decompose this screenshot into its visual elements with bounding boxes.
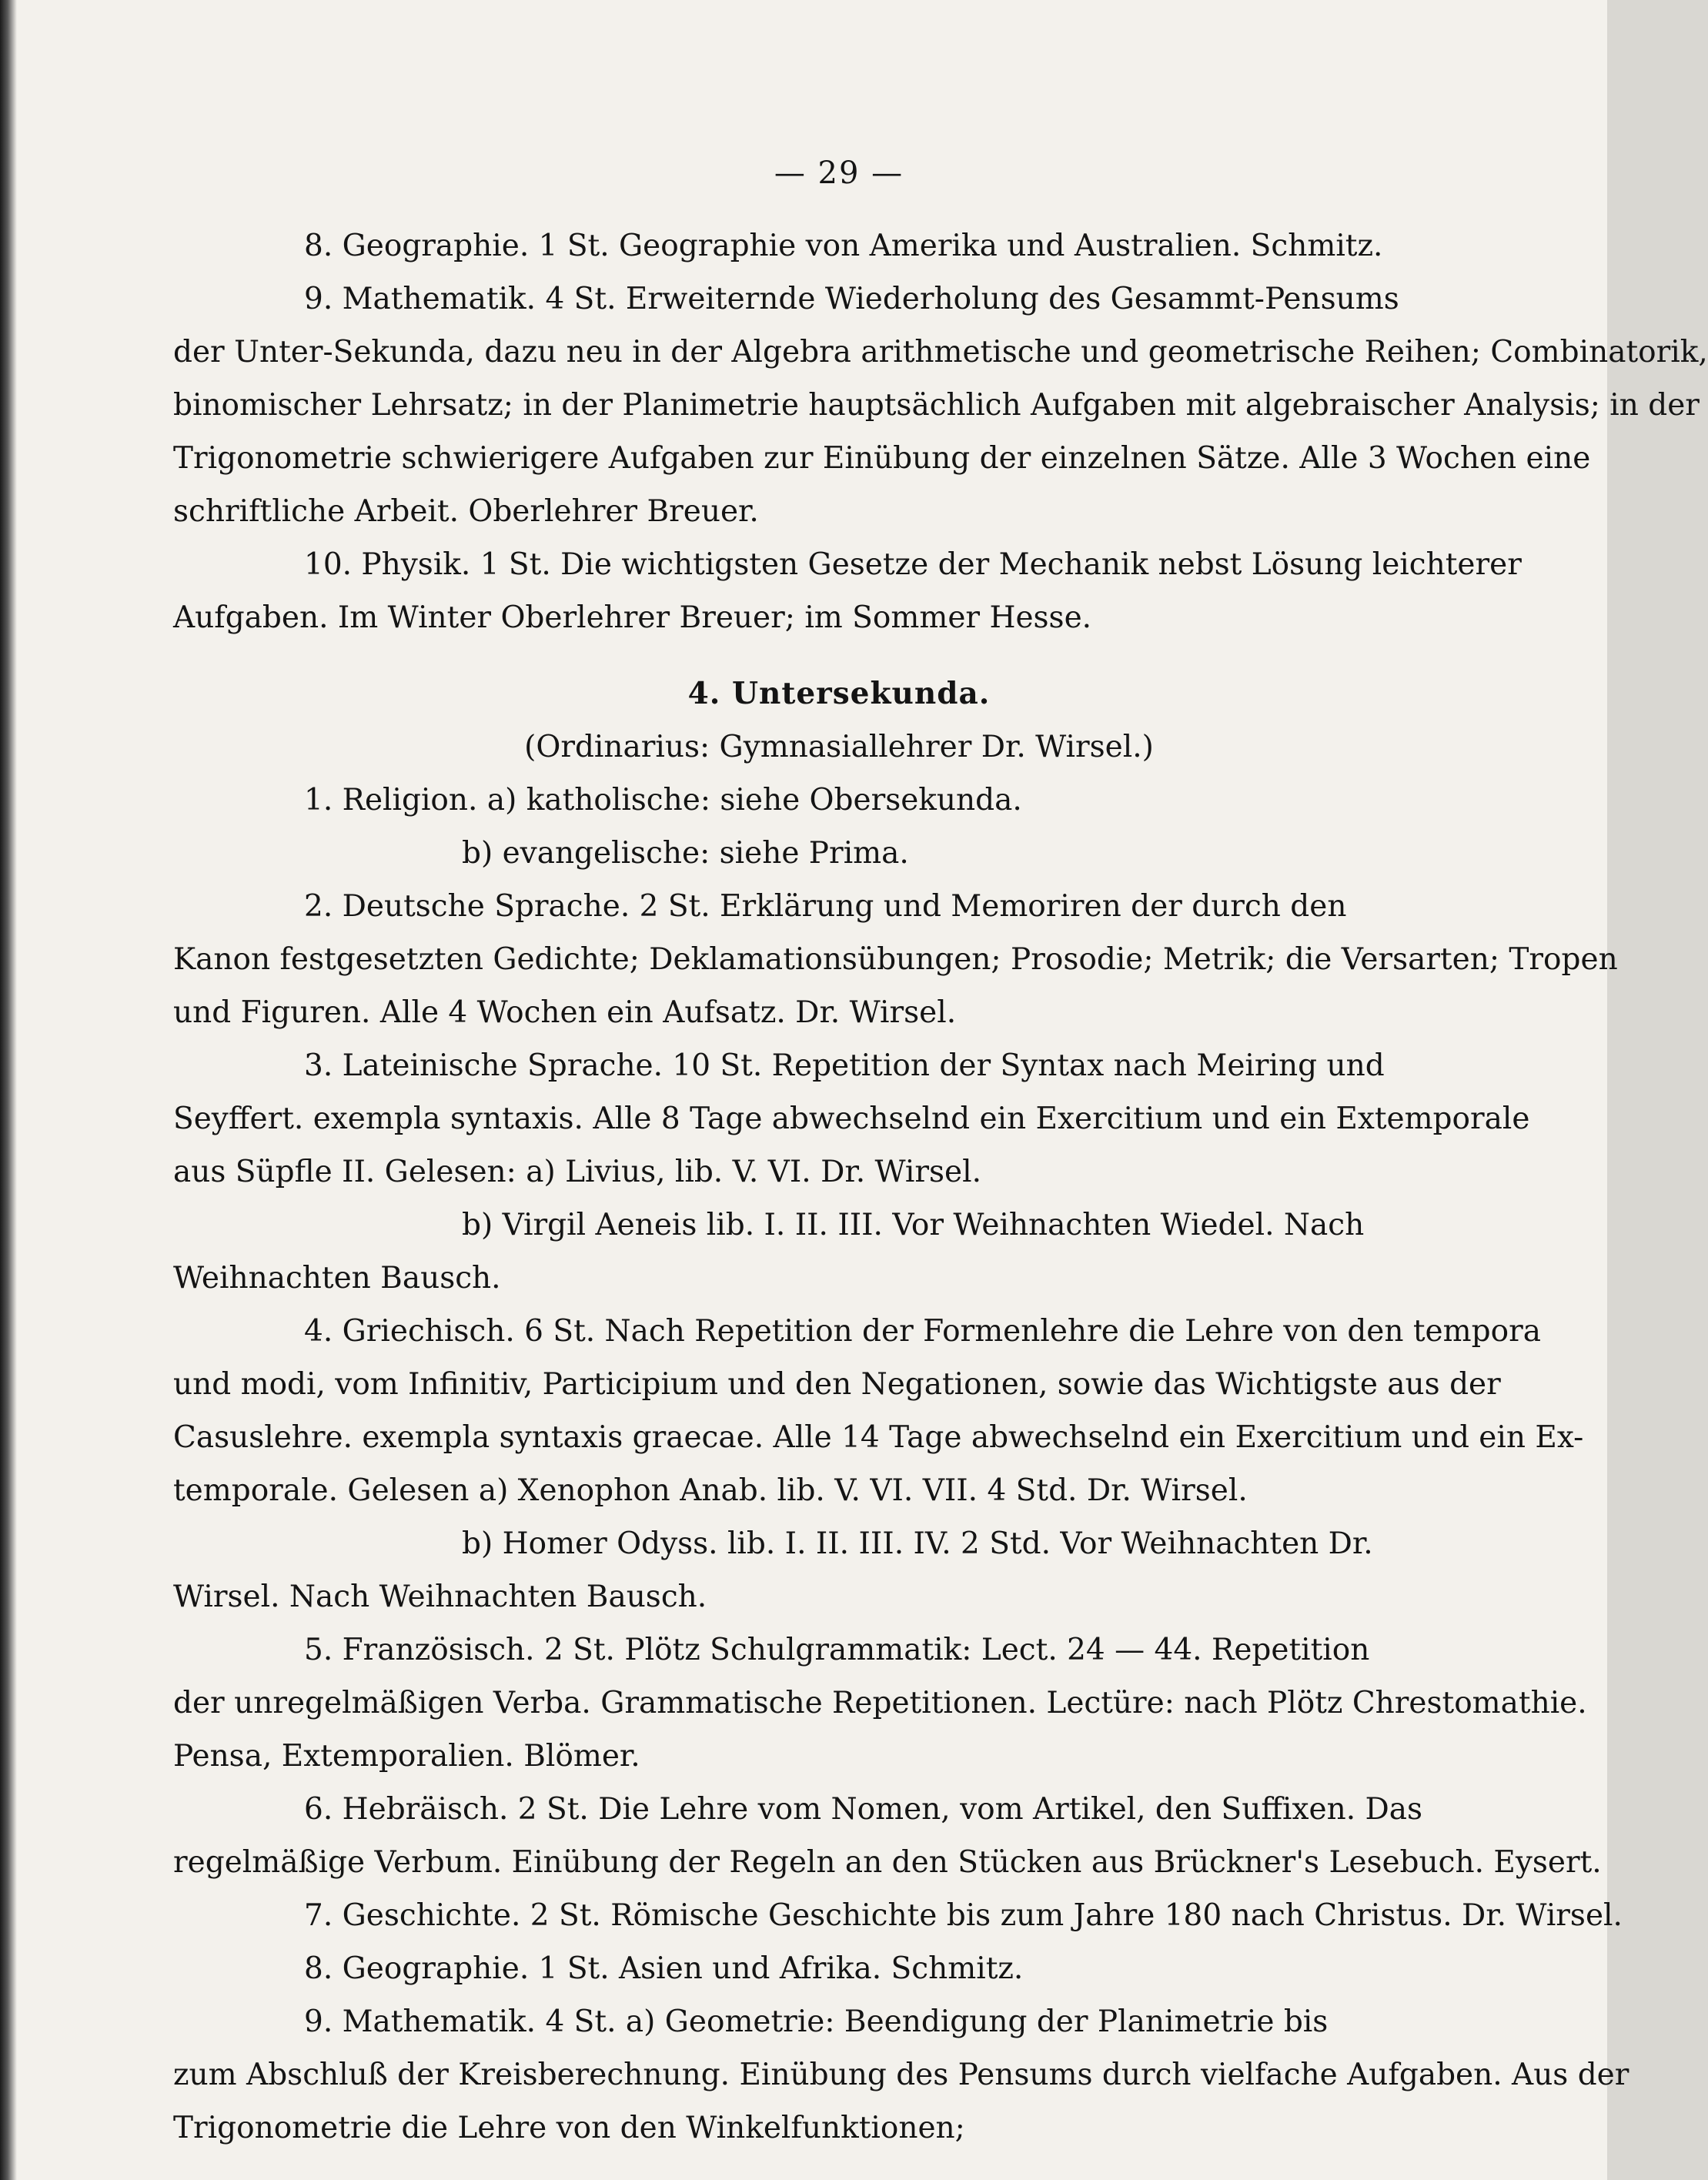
text-line: und modi, vom Infinitiv, Participium und den Negationen, sowie das Wichtigste aus der: [173, 1367, 1501, 1402]
text-line: Aufgaben. Im Winter Oberlehrer Breuer; im Sommer Hesse.: [173, 600, 1092, 635]
text-line: Casuslehre. exempla syntaxis graecae. Alle 14 Tage abwechselnd ein Exercitium und ein Ex-: [173, 1420, 1584, 1455]
section-title: 4. Untersekunda.: [687, 676, 991, 711]
text-line: 5. Französisch. 2 St. Plötz Schulgrammatik: Lect. 24 — 44. Repetition: [304, 1633, 1370, 1667]
page-number: — 29 —: [774, 155, 904, 191]
text-line: 9. Mathematik. 4 St. Erweiternde Wiederholung des Gesammt-Pensums: [304, 282, 1399, 316]
text-line: Wirsel. Nach Weihnachten Bausch.: [173, 1580, 707, 1614]
text-line: Trigonometrie schwierigere Aufgaben zur Einübung der einzelnen Sätze. Alle 3 Wochen eine: [173, 441, 1591, 476]
text-line: 10. Physik. 1 St. Die wichtigsten Gesetze der Mechanik nebst Lösung leichterer: [304, 547, 1522, 582]
text-line: Kanon festgesetzten Gedichte; Deklamationsübungen; Prosodie; Metrik; die Versarten; Tropen: [173, 942, 1618, 977]
text-line: b) evangelische: siehe Prima.: [462, 836, 909, 871]
text-line: Seyffert. exempla syntaxis. Alle 8 Tage abwechselnd ein Exercitium und ein Extemporale: [173, 1102, 1530, 1136]
text-line: Weihnachten Bausch.: [173, 1261, 501, 1296]
text-line: b) Virgil Aeneis lib. I. II. III. Vor Weihnachten Wiedel. Nach: [462, 1208, 1365, 1242]
text-line: 3. Lateinische Sprache. 10 St. Repetition der Syntax nach Meiring und: [304, 1048, 1385, 1083]
text-line: schriftliche Arbeit. Oberlehrer Breuer.: [173, 494, 759, 529]
text-line: regelmäßige Verbum. Einübung der Regeln an den Stücken aus Brückner's Lesebuch. Eysert.: [173, 1845, 1602, 1880]
text-line: 7. Geschichte. 2 St. Römische Geschichte bis zum Jahre 180 nach Christus. Dr. Wirsel.: [304, 1898, 1623, 1933]
text-line: Pensa, Extemporalien. Blömer.: [173, 1739, 640, 1774]
text-line: 1. Religion. a) katholische: siehe Obersekunda.: [304, 783, 1022, 818]
text-line: temporale. Gelesen a) Xenophon Anab. lib. V. VI. VII. 4 Std. Dr. Wirsel.: [173, 1473, 1248, 1508]
text-line: aus Süpfle II. Gelesen: a) Livius, lib. V. VI. Dr. Wirsel.: [173, 1155, 981, 1189]
text-line: der Unter-Sekunda, dazu neu in der Algebra arithmetische und geometrische Reihen; Combinatorik,: [173, 335, 1708, 369]
section-subtitle: (Ordinarius: Gymnasiallehrer Dr. Wirsel.): [524, 730, 1154, 764]
text-line: binomischer Lehrsatz; in der Planimetrie hauptsächlich Aufgaben mit algebraischer Analysis; in der: [173, 388, 1700, 423]
page-text: [173, 150, 1708, 2155]
text-line: 8. Geographie. 1 St. Geographie von Amerika und Australien. Schmitz.: [304, 229, 1383, 263]
text-line: b) Homer Odyss. lib. I. II. III. IV. 2 Std. Vor Weihnachten Dr.: [462, 1526, 1373, 1561]
text-line: der unregelmäßigen Verba. Grammatische Repetitionen. Lectüre: nach Plötz Chrestomathie.: [173, 1686, 1587, 1720]
text-line: Trigonometrie die Lehre von den Winkelfunktionen;: [173, 2111, 965, 2145]
text-line: 4. Griechisch. 6 St. Nach Repetition der Formenlehre die Lehre von den tempora: [304, 1314, 1541, 1349]
scan-edge-shadow: [0, 0, 17, 2180]
text-line: 8. Geographie. 1 St. Asien und Afrika. Schmitz.: [304, 1951, 1024, 1986]
text-line: 9. Mathematik. 4 St. a) Geometrie: Beendigung der Planimetrie bis: [304, 2004, 1329, 2039]
text-line: zum Abschluß der Kreisberechnung. Einübung des Pensums durch vielfache Aufgaben. Aus der: [173, 2058, 1629, 2092]
text-line: 2. Deutsche Sprache. 2 St. Erklärung und Memoriren der durch den: [304, 889, 1347, 924]
text-line: und Figuren. Alle 4 Wochen ein Aufsatz. Dr. Wirsel.: [173, 995, 957, 1030]
text-line: 6. Hebräisch. 2 St. Die Lehre vom Nomen, vom Artikel, den Suffixen. Das: [304, 1792, 1423, 1827]
